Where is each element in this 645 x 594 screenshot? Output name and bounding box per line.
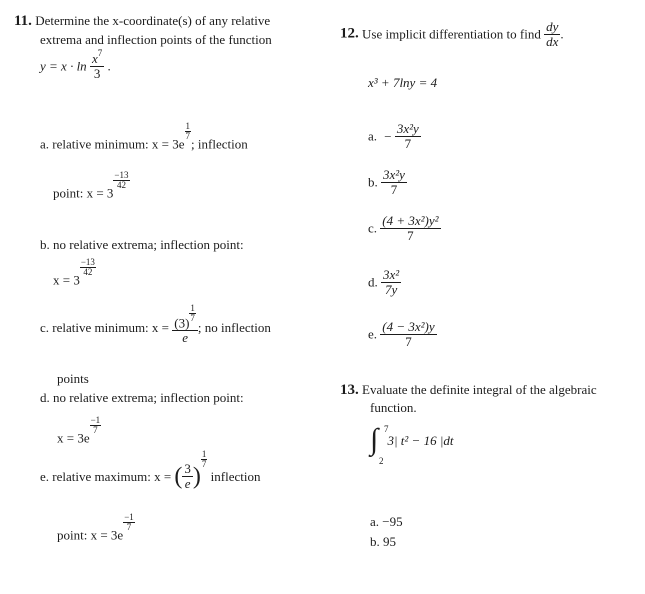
q11-a2-text: point: x = 3 bbox=[53, 185, 114, 201]
q11-c-text: c. relative minimum: x = bbox=[40, 319, 169, 335]
q11-option-a[interactable] bbox=[40, 121, 248, 152]
q11-option-d-line2 bbox=[57, 415, 101, 446]
q11-d2-exponent: $\frac{-1}{7}$ bbox=[90, 415, 101, 436]
q11-fn-den: 3 bbox=[93, 65, 101, 81]
q11-a-exponent: $\frac{1}{7}$ bbox=[185, 121, 191, 142]
q13-prompt-text1: Evaluate the definite integral of the algebraic bbox=[362, 382, 597, 397]
q11-option-b[interactable]: b. no relative extrema; inflection point: bbox=[40, 237, 244, 252]
q12-e-fraction: $\frac{\text{(4 − 3x²)y}}{7}$ bbox=[382, 319, 435, 349]
q11-function-fraction bbox=[90, 48, 104, 81]
q11-b2-exponent: $\frac{-13}{42}$ bbox=[80, 257, 95, 278]
q12-equation: x³ + 7lny = 4 bbox=[368, 75, 438, 90]
q12-b-fraction: $\frac{\text{3x²y}}{7}$ bbox=[383, 167, 405, 197]
q11-a2-exponent: $\frac{-13}{42}$ bbox=[114, 170, 129, 191]
q11-fn-num: x bbox=[91, 51, 98, 66]
q12-option-a[interactable]: a. − $\frac{\text{3x²y}}{7}$ bbox=[368, 121, 419, 151]
q12-number: 12. bbox=[340, 25, 359, 42]
q12-prompt: 12. Use implicit differentiation to find $\frac{dy}{dx}$ . bbox=[340, 19, 564, 49]
q12-option-c[interactable]: c. $\frac{\text{(4 + 3x²)y²}}{7}$ bbox=[368, 213, 439, 243]
q11-option-c[interactable] bbox=[40, 303, 271, 346]
q13-integral bbox=[370, 425, 454, 465]
q11-function-lhs: y = x · ln bbox=[40, 58, 87, 74]
q11-option-e-line2 bbox=[57, 512, 135, 543]
q12-c-fraction: $\frac{\text{(4 + 3x²)y²}}{7}$ bbox=[382, 213, 439, 243]
q11-option-b-line2 bbox=[53, 257, 96, 288]
q12-d-fraction: $\frac{\text{3x²}}{7y}$ bbox=[383, 267, 400, 297]
q11-a-text: a. relative minimum: x = 3e bbox=[40, 136, 185, 152]
q12-a-fraction: $\frac{\text{3x²y}}{7}$ bbox=[396, 121, 419, 151]
q13-number: 13. bbox=[340, 382, 359, 398]
q13-option-a[interactable]: a. −95 bbox=[370, 514, 403, 529]
q11-e-tail: inflection bbox=[210, 468, 261, 484]
q11-prompt-line2: extrema and inflection points of the function bbox=[40, 32, 272, 47]
q11-e2-text: point: x = 3e bbox=[57, 527, 124, 543]
q11-function: y = x · ln $\frac{x^7}{3}$ . bbox=[40, 48, 111, 81]
q12-option-b[interactable]: b. $\frac{\text{3x²y}}{7}$ bbox=[368, 167, 405, 197]
q11-a-tail: ; inflection bbox=[191, 136, 248, 152]
q11-e-exponent: $\frac{1}{7}$ bbox=[201, 449, 207, 470]
q11-c-tail: ; no inflection bbox=[197, 319, 271, 335]
q13-integrand: 3| t² − 16 |dt bbox=[387, 432, 454, 448]
q11-d2-text: x = 3e bbox=[57, 430, 90, 446]
q13-option-b[interactable]: b. 95 bbox=[370, 534, 396, 549]
q11-prompt-text1: Determine the x-coordinate(s) of any relative bbox=[35, 13, 271, 28]
q11-option-c-line2: points bbox=[57, 371, 89, 386]
q11-number: 11. bbox=[14, 13, 32, 29]
q11-e-text: e. relative maximum: x = bbox=[40, 468, 172, 484]
q11-option-e[interactable]: e. relative maximum: x = ( $\frac{3}{e}$ ) $\frac{1}{7}$ inflection bbox=[40, 449, 261, 491]
q11-e2-exponent: $\frac{-1}{7}$ bbox=[124, 512, 134, 533]
q12-derivative: $\frac{dy}{dx}$ bbox=[546, 19, 559, 49]
q12-option-e[interactable]: e. $\frac{\text{(4 − 3x²)y}}{7}$ bbox=[368, 319, 435, 349]
q11-e-fraction: $\frac{3}{e}$ bbox=[184, 461, 191, 491]
q11-prompt-line1 bbox=[14, 14, 270, 29]
q11-b2-text: x = 3 bbox=[53, 272, 80, 288]
q11-c-fraction: (3) $\frac{1}{7}$ e bbox=[172, 310, 198, 345]
q11-fn-num-exp: 7 bbox=[97, 48, 103, 58]
q13-upper-limit: 7 bbox=[384, 424, 389, 434]
q12-option-d[interactable]: d. $\frac{\text{3x²}}{7y}$ bbox=[368, 267, 400, 297]
q11-option-d[interactable]: d. no relative extrema; inflection point: bbox=[40, 390, 244, 405]
q13-lower-limit: 2 bbox=[379, 456, 384, 466]
q13-prompt-line2: function. bbox=[370, 400, 417, 415]
q11-option-a-line2 bbox=[53, 170, 130, 201]
integral-sign-icon: ∫ bbox=[370, 423, 379, 456]
q13-prompt-line1 bbox=[340, 383, 597, 398]
q12-prompt-text: Use implicit differentiation to find bbox=[362, 26, 541, 42]
